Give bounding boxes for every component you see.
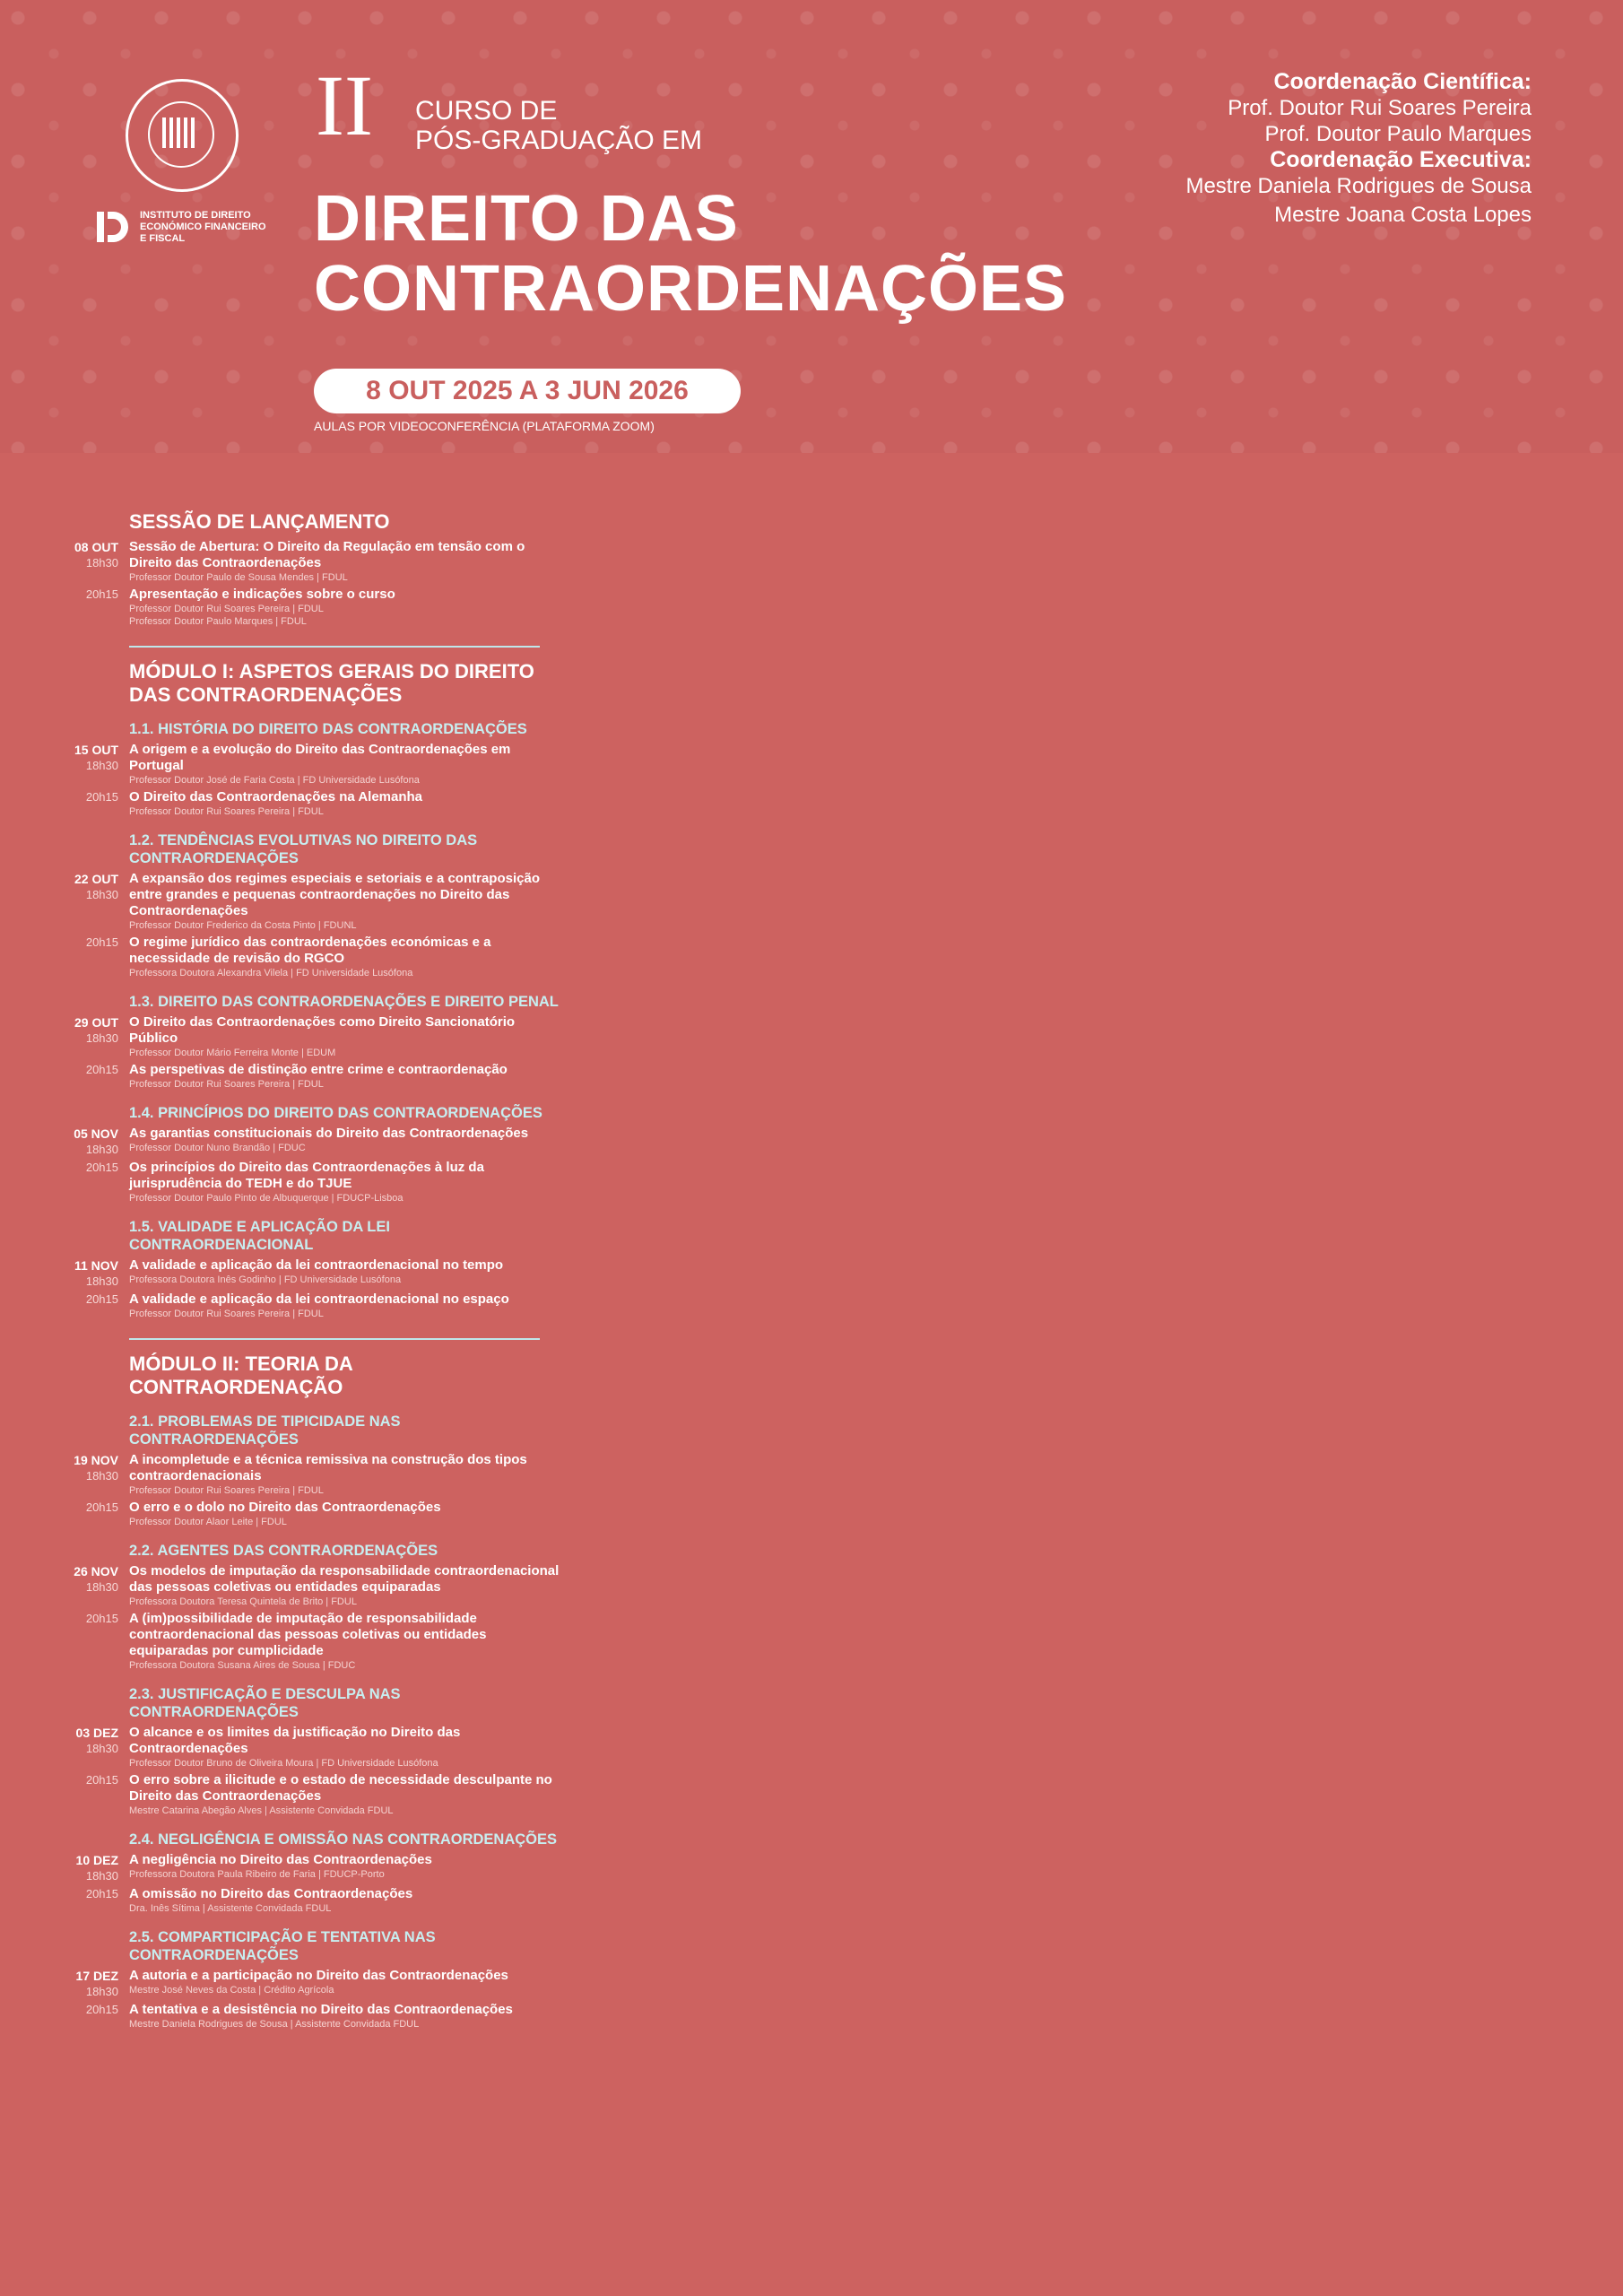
session-speaker: Mestre Catarina Abegão Alves | Assistente Convidada FDUL [129, 1805, 394, 1816]
session [63, 1257, 565, 1289]
session-talk: A omissão no Direito das Contraordenações [129, 1886, 413, 1901]
session-time: 18h30 [85, 1469, 118, 1483]
session-talk: Os princípios do Direito das Contraordenações à luz da jurisprudência do TEDH e do TJUE [129, 1160, 484, 1191]
session-when [63, 1852, 129, 1883]
session-content [129, 1257, 565, 1289]
session-speaker: Dra. Inês Sítima | Assistente Convidada FDUL [129, 1903, 332, 1914]
session-speaker: Professora Doutora Alexandra Vilela | FD Universidade Lusófona [129, 968, 413, 978]
session-when [63, 1452, 129, 1497]
executive-coordination-heading: Coordenação Executiva: [1270, 147, 1532, 172]
session-date: 11 NOV [74, 1258, 118, 1273]
session-speaker: Professora Doutora Teresa Quintela de Brito | FDUL [129, 1596, 357, 1607]
session-content [129, 1563, 565, 1608]
launch-session-title: SESSÃO DE LANÇAMENTO [129, 510, 390, 533]
session [63, 1062, 565, 1091]
session-talk: O erro e o dolo no Direito das Contraordenações [129, 1500, 441, 1515]
session-content [129, 1968, 565, 1999]
session [63, 1852, 565, 1883]
session-time: 18h30 [85, 1742, 118, 1755]
session-time: 18h30 [85, 759, 118, 772]
session-content [129, 1160, 565, 1205]
session-when [63, 539, 129, 584]
session-when [63, 871, 129, 932]
section-title: 2.2. AGENTES DAS CONTRAORDENAÇÕES [129, 1543, 438, 1559]
session-talk: O alcance e os limites da justificação no Direito das Contraordenações [129, 1725, 461, 1756]
session-when [63, 1772, 129, 1817]
session-time: 18h30 [85, 1985, 118, 1998]
session-when [63, 1611, 129, 1672]
session-when [63, 742, 129, 787]
session-speaker: Professora Doutora Susana Aires de Sousa | FDUC [129, 1660, 356, 1671]
session-date: 08 OUT [74, 540, 118, 554]
session-speaker: Professor Doutor Rui Soares Pereira | FDUL [129, 1079, 324, 1090]
course-type-line-1: CURSO DE [415, 96, 558, 126]
session-talk: O Direito das Contraordenações como Direito Sancionatório Público [129, 1014, 516, 1046]
session-when [63, 1160, 129, 1205]
session-time: 18h30 [85, 1031, 118, 1045]
session [63, 1968, 565, 1999]
idef-logo-text: INSTITUTO DE DIREITO ECONÓMICO FINANCEIRO E FISCAL [140, 209, 266, 244]
scientific-coordinator: Prof. Doutor Rui Soares Pereira [1228, 96, 1532, 120]
session-talk: Sessão de Abertura: O Direito da Regulação em tensão com o Direito das Contraordenações [129, 539, 525, 570]
session [63, 742, 565, 787]
session-talk: O erro sobre a ilicitude e o estado de necessidade desculpante no Direito das Contraordenações [129, 1772, 552, 1804]
session-when [63, 1257, 129, 1289]
session-content [129, 1611, 565, 1672]
session-talk: A negligência no Direito das Contraordenações [129, 1852, 432, 1867]
course-title [314, 184, 1067, 324]
session-speaker: Professor Doutor Nuno Brandão | FDUC [129, 1143, 306, 1153]
section-title: 1.2. TENDÊNCIAS EVOLUTIVAS NO DIREITO DAS CONTRAORDENAÇÕES [129, 832, 478, 866]
session [63, 1292, 565, 1320]
executive-coordinator: Mestre Joana Costa Lopes [1274, 203, 1532, 227]
programme-column-1 [63, 498, 565, 2033]
session [63, 1772, 565, 1817]
session-time: 20h15 [85, 1292, 118, 1306]
session-content [129, 2002, 565, 2031]
session [63, 1452, 565, 1497]
session-when [63, 1062, 129, 1091]
session-date: 10 DEZ [75, 1853, 118, 1867]
session [63, 871, 565, 932]
course-title-line-1: DIREITO DAS [314, 183, 739, 255]
session-talk: O regime jurídico das contraordenações económicas e a necessidade de revisão do RGCO [129, 935, 491, 966]
session-content [129, 935, 565, 979]
session [63, 1611, 565, 1672]
edition-numeral: II [316, 57, 373, 153]
session-speaker: Professor Doutor Paulo Pinto de Albuquerque | FDUCP-Lisboa [129, 1193, 404, 1204]
session-time: 20h15 [85, 1773, 118, 1787]
session-content [129, 871, 565, 932]
session [63, 1160, 565, 1205]
session-when [63, 2002, 129, 2031]
session-when [63, 1500, 129, 1528]
session-content [129, 1126, 565, 1157]
session-content [129, 539, 565, 584]
session [63, 1126, 565, 1157]
session-speaker: Mestre Daniela Rodrigues de Sousa | Assistente Convidada FDUL [129, 2019, 420, 2030]
session-content [129, 1062, 565, 1091]
session-talk: A origem e a evolução do Direito das Contraordenações em Portugal [129, 742, 511, 773]
course-mode: AULAS POR VIDEOCONFERÊNCIA (PLATAFORMA ZOOM) [314, 419, 655, 433]
session-talk: A validade e aplicação da lei contraordenacional no tempo [129, 1257, 504, 1273]
session-speaker: Professor Doutor Paulo Marques | FDUL [129, 616, 307, 627]
session-speaker: Professor Doutor Rui Soares Pereira | FDUL [129, 1309, 324, 1319]
session-time: 18h30 [85, 1143, 118, 1156]
scientific-coordination-heading: Coordenação Científica: [1273, 69, 1532, 94]
session [63, 1886, 565, 1915]
session-when [63, 1563, 129, 1608]
session-date: 03 DEZ [75, 1726, 118, 1740]
session-talk: As perspetivas de distinção entre crime e contraordenação [129, 1062, 508, 1077]
coordination [1185, 69, 1532, 228]
idef-mark-icon [97, 206, 131, 248]
module-divider [129, 646, 540, 648]
section-title: 1.1. HISTÓRIA DO DIREITO DAS CONTRAORDENAÇÕES [129, 721, 527, 737]
session-time: 20h15 [85, 1887, 118, 1900]
session-time: 18h30 [85, 1869, 118, 1883]
session [63, 1725, 565, 1770]
session-speaker: Professor Doutor Rui Soares Pereira | FDUL [129, 806, 324, 817]
session-when [63, 935, 129, 979]
session-speaker: Professor Doutor Mário Ferreira Monte | EDUM [129, 1048, 336, 1058]
session-content [129, 1886, 565, 1915]
course-dates: 8 OUT 2025 A 3 JUN 2026 [314, 369, 741, 413]
session-talk: A (im)possibilidade de imputação de responsabilidade contraordenacional das pessoas coletivas ou entidades equiparadas por cumplicidade [129, 1611, 487, 1658]
session-date: 15 OUT [74, 743, 118, 757]
session-speaker: Professor Doutor Rui Soares Pereira | FDUL [129, 1485, 324, 1496]
idef-logo [97, 206, 274, 248]
session-speaker: Professor Doutor Rui Soares Pereira | FDUL [129, 604, 324, 614]
section-title: 2.1. PROBLEMAS DE TIPICIDADE NAS CONTRAORDENAÇÕES [129, 1413, 401, 1448]
session-time: 20h15 [85, 1161, 118, 1174]
cidp-seal-logo [126, 79, 239, 192]
session-talk: Os modelos de imputação da responsabilidade contraordenacional das pessoas coletivas ou entidades equiparadas [129, 1563, 560, 1595]
session [63, 539, 565, 584]
session-content [129, 1014, 565, 1059]
session-time: 20h15 [85, 935, 118, 949]
session-date: 05 NOV [74, 1126, 118, 1141]
section-title: 2.3. JUSTIFICAÇÃO E DESCULPA NAS CONTRAORDENAÇÕES [129, 1686, 401, 1720]
session-content [129, 742, 565, 787]
session-when [63, 1292, 129, 1320]
section-title: 1.3. DIREITO DAS CONTRAORDENAÇÕES E DIREITO PENAL [129, 994, 559, 1010]
session-when [63, 1126, 129, 1157]
section-title: 2.4. NEGLIGÊNCIA E OMISSÃO NAS CONTRAORDENAÇÕES [129, 1831, 558, 1848]
session-talk: Apresentação e indicações sobre o curso [129, 587, 395, 602]
session-talk: A expansão dos regimes especiais e setoriais e a contraposição entre grandes e pequenas contraordenações no Direito das Contraordenações [129, 871, 540, 918]
course-type-line-2: PÓS-GRADUAÇÃO EM [415, 126, 703, 155]
session-when [63, 1968, 129, 1999]
session-time: 20h15 [85, 587, 118, 601]
session [63, 935, 565, 979]
session [63, 587, 565, 628]
section-title: 1.5. VALIDADE E APLICAÇÃO DA LEI CONTRAORDENACIONAL [129, 1219, 390, 1253]
session-content [129, 789, 565, 818]
session-date: 22 OUT [74, 872, 118, 886]
session-content [129, 1292, 565, 1320]
session-time: 20h15 [85, 1063, 118, 1076]
section-title: 2.5. COMPARTICIPAÇÃO E TENTATIVA NAS CONTRAORDENAÇÕES [129, 1929, 436, 1963]
session-time: 18h30 [85, 888, 118, 901]
session-time: 18h30 [85, 1274, 118, 1288]
session-time: 20h15 [85, 790, 118, 804]
session-date: 29 OUT [74, 1015, 118, 1030]
session-content [129, 1452, 565, 1497]
header-banner [0, 0, 1623, 453]
executive-coordinator: Mestre Daniela Rodrigues de Sousa [1185, 174, 1532, 198]
course-title-line-2: CONTRAORDENAÇÕES [314, 253, 1068, 325]
session-speaker: Professor Doutor Bruno de Oliveira Moura | FD Universidade Lusófona [129, 1758, 438, 1769]
session-talk: A tentativa e a desistência no Direito das Contraordenações [129, 2002, 513, 2017]
session-time: 18h30 [85, 556, 118, 570]
session-talk: A validade e aplicação da lei contraordenacional no espaço [129, 1292, 509, 1307]
session-content [129, 1772, 565, 1817]
session-talk: O Direito das Contraordenações na Alemanha [129, 789, 423, 804]
scientific-coordinator: Prof. Doutor Paulo Marques [1264, 122, 1532, 146]
session-when [63, 1725, 129, 1770]
module-divider [129, 1338, 540, 1340]
session-when [63, 587, 129, 628]
section-title: 1.4. PRINCÍPIOS DO DIREITO DAS CONTRAORDENAÇÕES [129, 1105, 542, 1121]
session-time: 20h15 [85, 2003, 118, 2016]
session-when [63, 789, 129, 818]
seal-building-icon [162, 117, 198, 148]
session-when [63, 1886, 129, 1915]
session-talk: A incompletude e a técnica remissiva na construção dos tipos contraordenacionais [129, 1452, 527, 1483]
session-speaker: Professor Doutor Paulo de Sousa Mendes | FDUL [129, 572, 348, 583]
session-date: 19 NOV [74, 1453, 118, 1467]
session-time: 20h15 [85, 1500, 118, 1514]
session-speaker: Mestre José Neves da Costa | Crédito Agrícola [129, 1985, 334, 1996]
session-talk: A autoria e a participação no Direito das Contraordenações [129, 1968, 508, 1983]
course-type [415, 96, 702, 155]
session-talk: As garantias constitucionais do Direito das Contraordenações [129, 1126, 529, 1141]
session-content [129, 1852, 565, 1883]
session-speaker: Professora Doutora Paula Ribeiro de Faria | FDUCP-Porto [129, 1869, 385, 1880]
session-speaker: Professor Doutor Frederico da Costa Pinto | FDUNL [129, 920, 357, 931]
session-speaker: Professor Doutor Alaor Leite | FDUL [129, 1517, 287, 1527]
session-speaker: Professora Doutora Inês Godinho | FD Universidade Lusófona [129, 1274, 402, 1285]
session [63, 789, 565, 818]
session [63, 1014, 565, 1059]
module-title: MÓDULO I: ASPETOS GERAIS DO DIREITO DAS CONTRAORDENAÇÕES [129, 660, 534, 706]
session-content [129, 587, 565, 628]
session-content [129, 1725, 565, 1770]
session-date: 17 DEZ [75, 1969, 118, 1983]
session-content [129, 1500, 565, 1528]
session [63, 2002, 565, 2031]
session-speaker: Professor Doutor José de Faria Costa | FD Universidade Lusófona [129, 775, 420, 786]
module-title: MÓDULO II: TEORIA DA CONTRAORDENAÇÃO [129, 1352, 352, 1398]
session [63, 1500, 565, 1528]
session-when [63, 1014, 129, 1059]
session-time: 20h15 [85, 1612, 118, 1625]
session-time: 18h30 [85, 1580, 118, 1594]
session [63, 1563, 565, 1608]
session-date: 26 NOV [74, 1564, 118, 1578]
